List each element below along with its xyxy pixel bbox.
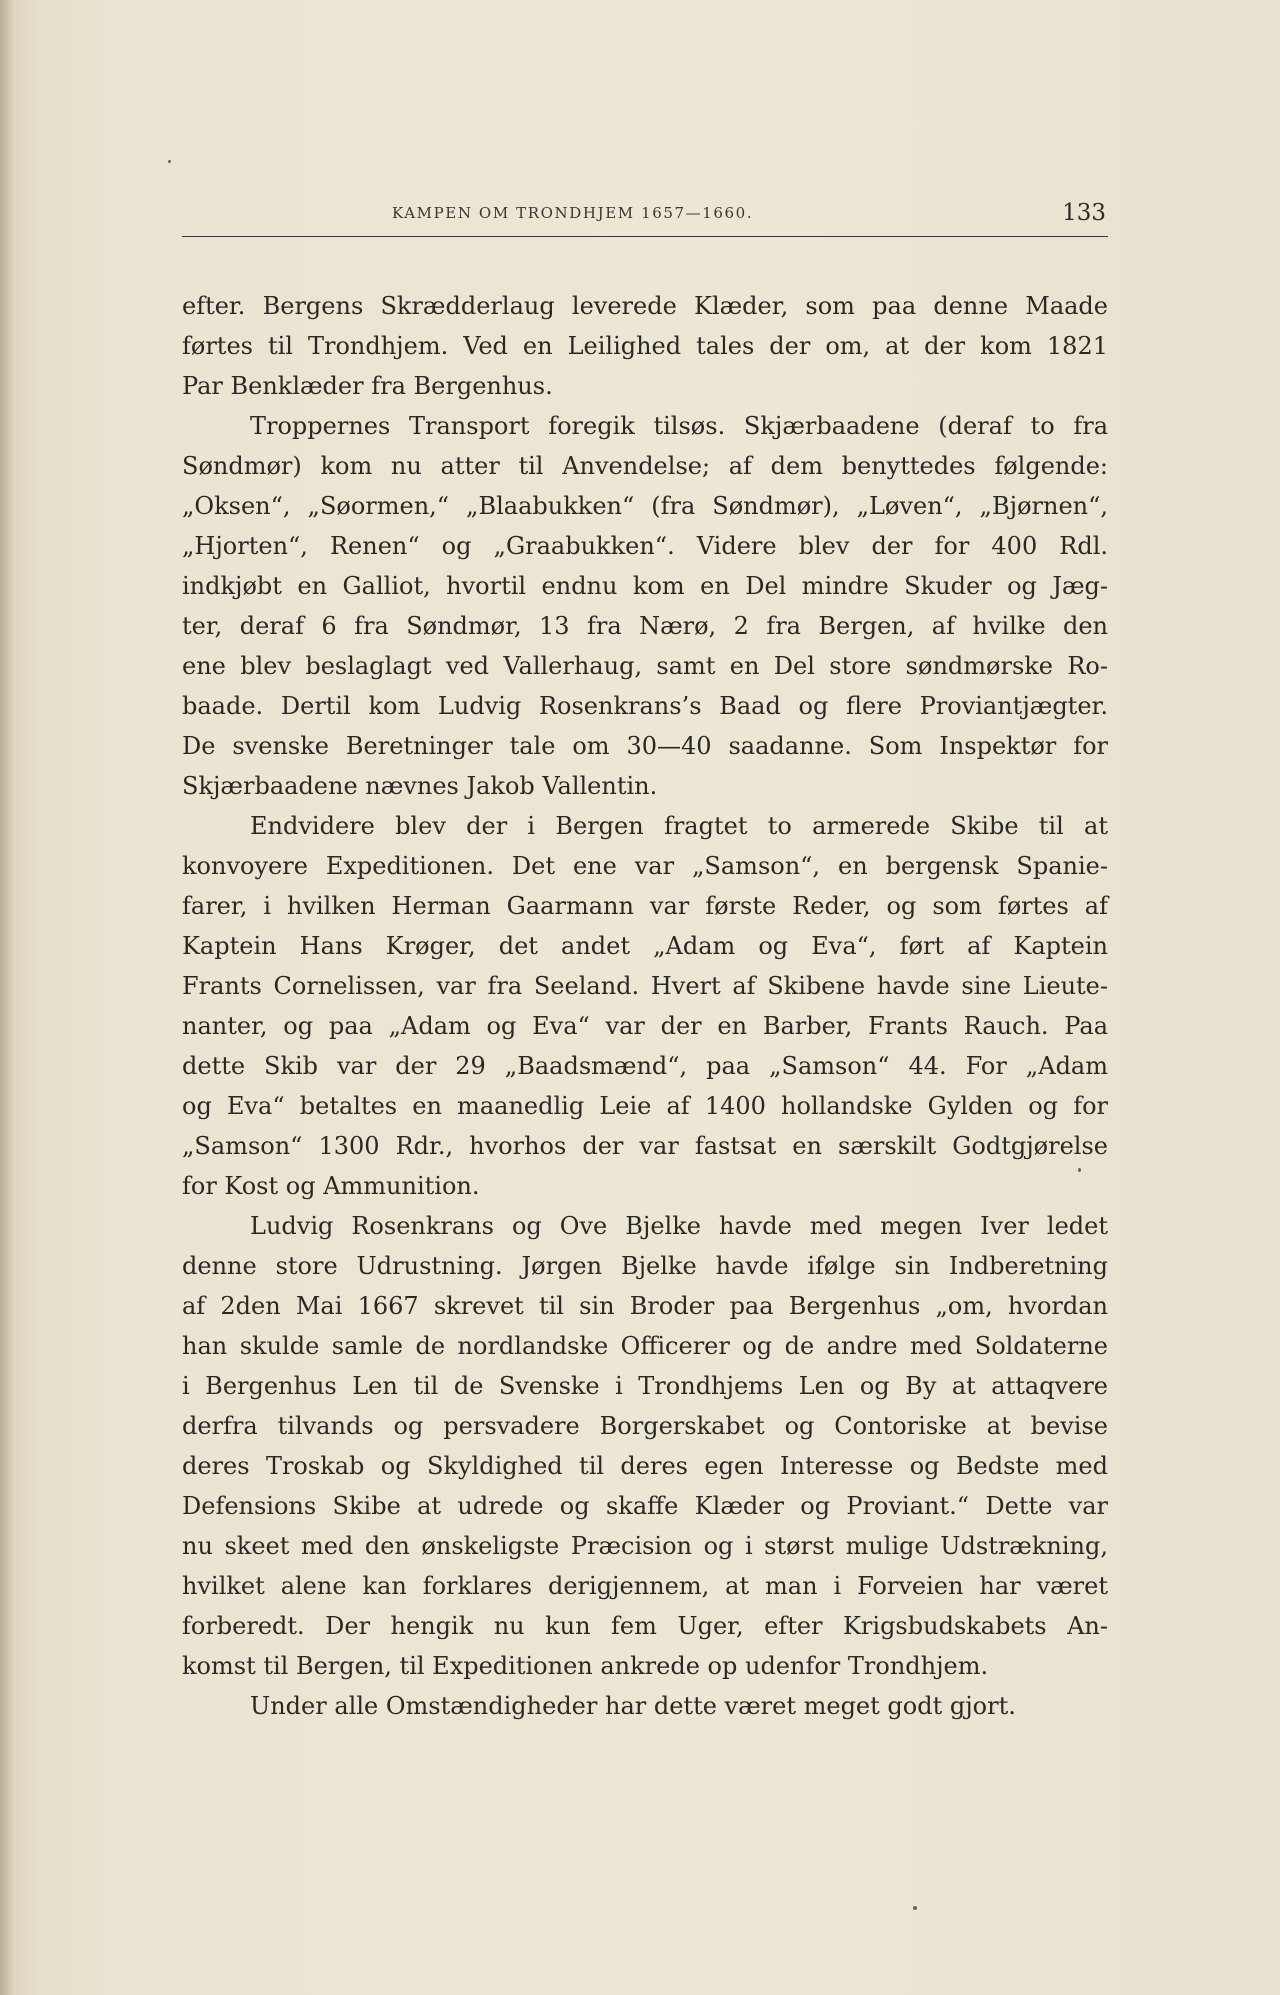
page-number: 133 <box>1062 200 1106 226</box>
text-line: førtes til Trondhjem. Ved en Leilighed tales der om, at der kom 1821 <box>182 332 1108 360</box>
text-line: denne store Udrustning. Jørgen Bjelke havde ifølge sin Indberetning <box>182 1252 1108 1280</box>
text-line: derfra tilvands og persvadere Borgerskabet og Contoriske at bevise <box>182 1412 1108 1440</box>
text-line: i Bergenhus Len til de Svenske i Trondhjems Len og By at attaqvere <box>182 1372 1108 1400</box>
text-line: nanter, og paa „Adam og Eva“ var der en Barber, Frants Rauch. Paa <box>182 1012 1108 1040</box>
text-line: „Oksen“, „Søormen,“ „Blaabukken“ (fra Søndmør), „Løven“, „Bjørnen“, <box>182 492 1108 520</box>
paper-speck <box>913 1906 917 1910</box>
text-line: „Hjorten“, Renen“ og „Graabukken“. Videre blev der for 400 Rdl. <box>182 532 1108 560</box>
text-line: efter. Bergens Skrædderlaug leverede Klæder, som paa denne Maade <box>182 292 1108 320</box>
text-line: Søndmør) kom nu atter til Anvendelse; af dem benyttedes følgende: <box>182 452 1108 480</box>
text-line: dette Skib var der 29 „Baadsmænd“, paa „Samson“ 44. For „Adam <box>182 1052 1108 1080</box>
text-line: „Samson“ 1300 Rdr., hvorhos der var fastsat en særskilt Godtgjørelse <box>182 1132 1108 1160</box>
text-line: han skulde samle de nordlandske Officerer og de andre med Soldaterne <box>182 1332 1108 1360</box>
text-line: deres Troskab og Skyldighed til deres egen Interesse og Bedste med <box>182 1452 1108 1480</box>
text-line: komst til Bergen, til Expeditionen ankrede op udenfor Trondhjem. <box>182 1652 989 1680</box>
text-line: Skjærbaadene nævnes Jakob Vallentin. <box>182 772 658 800</box>
page-spine-shadow <box>0 0 16 1995</box>
paper-speck <box>1078 1168 1081 1172</box>
paper-speck <box>168 160 171 163</box>
text-line: ter, deraf 6 fra Søndmør, 13 fra Nærø, 2 fra Bergen, af hvilke den <box>182 612 1108 640</box>
text-line: Under alle Omstændigheder har dette været meget godt gjort. <box>250 1692 1016 1720</box>
text-line: indkjøbt en Galliot, hvortil endnu kom en Del mindre Skuder og Jæg- <box>182 572 1108 600</box>
text-line: Defensions Skibe at udrede og skaffe Klæder og Proviant.“ Dette var <box>182 1492 1108 1520</box>
text-line: af 2den Mai 1667 skrevet til sin Broder paa Bergenhus „om, hvordan <box>182 1292 1108 1320</box>
text-line: og Eva“ betaltes en maanedlig Leie af 1400 hollandske Gylden og for <box>182 1092 1108 1120</box>
text-line: nu skeet med den ønskeligste Præcision og i størst mulige Udstrækning, <box>182 1532 1108 1560</box>
text-line: forberedt. Der hengik nu kun fem Uger, efter Krigsbudskabets An- <box>182 1612 1108 1640</box>
text-line: Endvidere blev der i Bergen fragtet to armerede Skibe til at <box>250 812 1108 840</box>
text-line: for Kost og Ammunition. <box>182 1172 480 1200</box>
text-line: farer, i hvilken Herman Gaarmann var første Reder, og som førtes af <box>182 892 1108 920</box>
text-line: hvilket alene kan forklares derigjennem, at man i Forveien har været <box>182 1572 1108 1600</box>
text-line: Troppernes Transport foregik tilsøs. Skjærbaadene (deraf to fra <box>250 412 1108 440</box>
text-line: Ludvig Rosenkrans og Ove Bjelke havde med megen Iver ledet <box>250 1212 1108 1240</box>
text-line: baade. Dertil kom Ludvig Rosenkrans’s Baad og flere Proviantjægter. <box>182 692 1108 720</box>
text-line: De svenske Beretninger tale om 30—40 saadanne. Som Inspektør for <box>182 732 1108 760</box>
running-title: KAMPEN OM TRONDHJEM 1657—1660. <box>392 204 754 222</box>
text-line: Kaptein Hans Krøger, det andet „Adam og Eva“, ført af Kaptein <box>182 932 1108 960</box>
body-text <box>182 286 1108 1726</box>
text-line: konvoyere Expeditionen. Det ene var „Samson“, en bergensk Spanie- <box>182 852 1108 880</box>
text-line: ene blev beslaglagt ved Vallerhaug, samt en Del store søndmørske Ro- <box>182 652 1108 680</box>
running-header <box>182 196 1108 237</box>
text-line: Frants Cornelissen, var fra Seeland. Hvert af Skibene havde sine Lieute- <box>182 972 1108 1000</box>
text-line: Par Benklæder fra Bergenhus. <box>182 372 553 400</box>
